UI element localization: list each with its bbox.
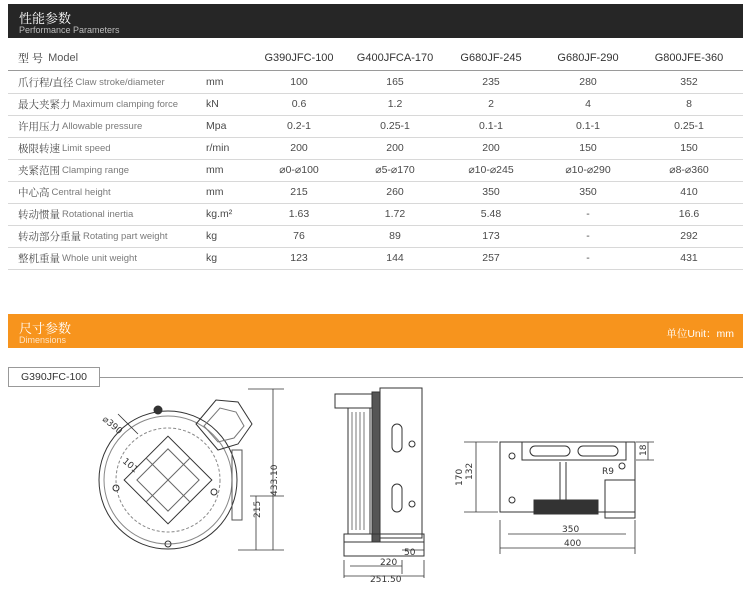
row-label-zh: 中心高 — [18, 186, 50, 199]
row-value: 260 — [386, 186, 404, 198]
row-value: ⌀10-⌀245 — [468, 164, 514, 176]
dimensions-header — [8, 314, 743, 348]
row-value: 0.2-1 — [287, 120, 311, 132]
top-dim-350: 350 — [562, 525, 580, 535]
row-label-en: Whole unit weight — [62, 252, 137, 264]
row-unit: kg — [206, 230, 218, 242]
row-value: 0.6 — [291, 98, 307, 110]
row-unit: Mpa — [206, 120, 227, 132]
row-label — [18, 225, 168, 247]
model-col-1: G390JFC-100 — [264, 52, 334, 64]
model-tag: G390JFC-100 — [8, 367, 100, 387]
row-value: 410 — [680, 186, 698, 198]
row-unit: mm — [206, 76, 224, 88]
performance-subtitle: Performance Parameters — [19, 25, 120, 35]
row-label-zh: 转动惯量 — [18, 208, 60, 221]
side-dim-251: 251.50 — [370, 575, 402, 584]
row-label-en: Maximum clamping force — [72, 98, 179, 110]
row-label — [18, 93, 178, 115]
row-value: 0.25-1 — [674, 120, 704, 132]
row-value: - — [586, 230, 590, 242]
model-col-2: G400JFCA-170 — [356, 52, 434, 64]
table-row — [8, 225, 743, 247]
model-col-3: G680JF-245 — [460, 52, 522, 64]
row-value: 0.25-1 — [380, 120, 410, 132]
row-label — [18, 71, 165, 93]
top-dim-18: 18 — [639, 444, 649, 456]
row-value: 100 — [290, 76, 308, 88]
row-unit: kg.m² — [206, 208, 233, 220]
top-dim-r9: R9 — [602, 467, 614, 477]
row-value: 16.6 — [678, 208, 700, 220]
table-header-row — [8, 46, 743, 70]
front-dim-101: 101 — [120, 456, 140, 476]
performance-title: 性能参数 — [19, 11, 72, 26]
row-value: 200 — [290, 142, 308, 154]
row-value: 76 — [293, 230, 305, 242]
row-value: 8 — [686, 98, 692, 110]
dimensions-title: 尺寸参数 — [19, 321, 72, 336]
table-row — [8, 93, 743, 115]
table-row — [8, 115, 743, 137]
side-view-drawing — [330, 384, 445, 584]
row-unit: kg — [206, 252, 218, 264]
top-dim-400: 400 — [564, 539, 582, 549]
model-divider — [100, 377, 743, 378]
performance-header — [8, 4, 743, 38]
row-label-zh: 整机重量 — [18, 252, 60, 265]
row-unit: kN — [206, 98, 219, 110]
table-row — [8, 137, 743, 159]
row-value: 257 — [482, 252, 500, 264]
table-row — [8, 181, 743, 203]
row-value: 173 — [482, 230, 500, 242]
row-value: ⌀0-⌀100 — [279, 164, 319, 176]
row-unit: mm — [206, 186, 224, 198]
row-label-zh: 极限转速 — [18, 142, 60, 155]
row-label-zh: 爪行程/直径 — [18, 76, 74, 89]
row-value: 5.48 — [480, 208, 502, 220]
row-value: 89 — [389, 230, 401, 242]
row-label-zh: 许用压力 — [18, 120, 60, 133]
row-value: - — [586, 208, 590, 220]
row-value: 1.2 — [387, 98, 403, 110]
row-value: 123 — [290, 252, 308, 264]
row-label-en: Claw stroke/diameter — [75, 76, 165, 88]
row-value: 200 — [482, 142, 500, 154]
row-label-zh: 最大夹紧力 — [18, 98, 71, 111]
row-value: 350 — [579, 186, 597, 198]
row-value: ⌀5-⌀170 — [375, 164, 415, 176]
row-value: 150 — [680, 142, 698, 154]
row-value: 235 — [482, 76, 500, 88]
table-row — [8, 203, 743, 225]
row-unit: r/min — [206, 142, 230, 154]
row-value: 144 — [386, 252, 404, 264]
row-value: 431 — [680, 252, 698, 264]
top-dim-132: 132 — [465, 462, 475, 480]
row-value: 352 — [680, 76, 698, 88]
front-dim-433: 433.10 — [270, 464, 280, 496]
row-label-en: Allowable pressure — [62, 120, 143, 132]
side-dim-50: 50 — [404, 548, 416, 558]
row-label — [18, 203, 133, 225]
model-label-en: Model — [48, 52, 79, 64]
row-value: 350 — [482, 186, 500, 198]
row-value: - — [586, 252, 590, 264]
row-label — [18, 181, 111, 203]
row-value: 0.1-1 — [576, 120, 600, 132]
row-label-zh: 夹紧范围 — [18, 164, 60, 177]
row-value: 2 — [488, 98, 494, 110]
row-label-en: Clamping range — [62, 164, 130, 176]
model-header-label — [18, 46, 78, 70]
row-unit: mm — [206, 164, 224, 176]
model-col-4: G680JF-290 — [557, 52, 619, 64]
row-value: 1.63 — [288, 208, 310, 220]
row-label — [18, 137, 111, 159]
row-value: ⌀8-⌀360 — [669, 164, 709, 176]
model-col-5: G800JFE-360 — [654, 52, 724, 64]
row-label — [18, 115, 142, 137]
table-row — [8, 247, 743, 269]
row-value: 150 — [579, 142, 597, 154]
row-label — [18, 159, 129, 181]
table-row — [8, 159, 743, 181]
row-value: 1.72 — [384, 208, 406, 220]
front-dim-215: 215 — [253, 500, 263, 518]
row-value: 292 — [680, 230, 698, 242]
row-value: 165 — [386, 76, 404, 88]
row-value: 0.1-1 — [479, 120, 503, 132]
table-row — [8, 71, 743, 93]
model-label-zh: 型 号 — [18, 53, 44, 65]
row-value: ⌀10-⌀290 — [565, 164, 611, 176]
row-value: 280 — [579, 76, 597, 88]
row-label-en: Limit speed — [62, 142, 111, 154]
side-dim-220: 220 — [380, 558, 398, 568]
row-label-en: Rotating part weight — [83, 230, 168, 242]
front-dim-diameter: ⌀390 — [100, 414, 124, 437]
row-divider — [8, 269, 743, 270]
row-value: 4 — [585, 98, 591, 110]
row-label-zh: 转动部分重量 — [18, 230, 81, 243]
dimensions-subtitle: Dimensions — [19, 335, 67, 345]
top-dim-170: 170 — [455, 468, 465, 486]
unit-label: 单位Unit：mm — [666, 328, 734, 340]
row-label — [18, 247, 137, 269]
top-view-drawing — [450, 384, 655, 559]
row-value: 200 — [386, 142, 404, 154]
row-label-en: Central height — [51, 186, 111, 198]
row-value: 215 — [290, 186, 308, 198]
row-label-en: Rotational inertia — [62, 208, 134, 220]
front-view-drawing — [88, 384, 288, 584]
